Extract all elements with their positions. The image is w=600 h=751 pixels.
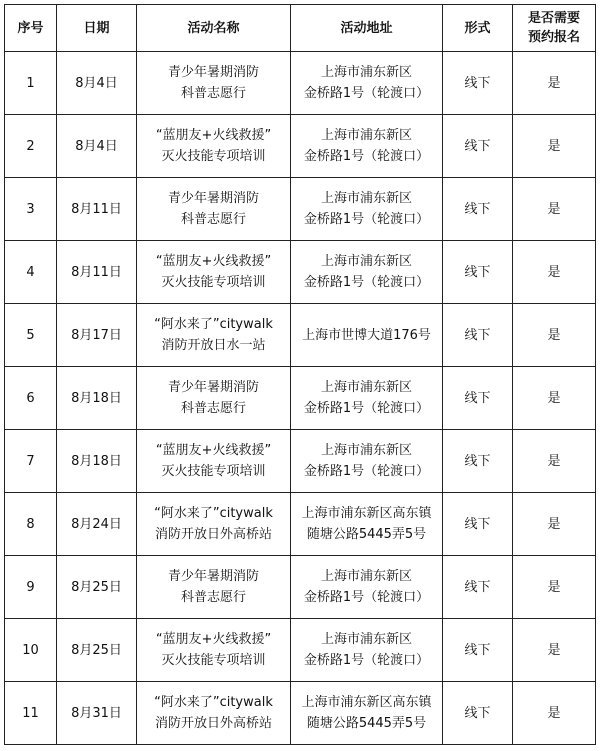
address-line: 金桥路1号（轮渡口）	[303, 86, 430, 101]
address-line: 上海市浦东新区高东镇	[301, 695, 432, 710]
activity-name-line: 科普志愿行	[180, 401, 246, 416]
cell-activity-name	[137, 304, 291, 367]
cell-date: 8月17日	[57, 304, 137, 367]
cell-activity-name	[137, 493, 291, 556]
cell-address	[291, 493, 443, 556]
cell-index: 9	[5, 556, 57, 619]
header-date: 日期	[57, 5, 137, 52]
address-line: 金桥路1号（轮渡口）	[303, 401, 430, 416]
cell-index: 5	[5, 304, 57, 367]
cell-index: 8	[5, 493, 57, 556]
table-row	[5, 304, 596, 367]
cell-index: 10	[5, 619, 57, 682]
activity-name-line: 灭火技能专项培训	[161, 149, 266, 164]
header-name: 活动名称	[137, 5, 291, 52]
cell-address	[291, 304, 443, 367]
address-line: 金桥路1号（轮渡口）	[303, 149, 430, 164]
cell-date: 8月11日	[57, 178, 137, 241]
cell-reserve: 是	[513, 241, 596, 304]
table-row	[5, 682, 596, 745]
address-line: 上海市世博大道176号	[302, 327, 431, 343]
cell-reserve: 是	[513, 556, 596, 619]
address-line: 金桥路1号（轮渡口）	[303, 590, 430, 605]
cell-reserve: 是	[513, 367, 596, 430]
cell-date: 8月31日	[57, 682, 137, 745]
cell-address	[291, 52, 443, 115]
cell-activity-name	[137, 430, 291, 493]
cell-index: 1	[5, 52, 57, 115]
header-row	[5, 5, 596, 52]
cell-index: 2	[5, 115, 57, 178]
cell-format: 线下	[443, 178, 513, 241]
cell-date: 8月4日	[57, 115, 137, 178]
table-header	[5, 5, 596, 52]
address-line: 金桥路1号（轮渡口）	[303, 653, 430, 668]
table-row	[5, 367, 596, 430]
cell-reserve: 是	[513, 682, 596, 745]
cell-format: 线下	[443, 52, 513, 115]
activity-name-line: 青少年暑期消防	[167, 65, 259, 80]
activity-name-line: 消防开放日外高桥站	[154, 527, 272, 542]
activity-name-line: “蓝朋友+火线救援”	[155, 128, 272, 143]
activity-name-line: 灭火技能专项培训	[161, 464, 266, 479]
cell-address	[291, 367, 443, 430]
cell-address	[291, 430, 443, 493]
table-row	[5, 493, 596, 556]
address-line: 上海市浦东新区	[320, 65, 412, 80]
cell-date: 8月11日	[57, 241, 137, 304]
header-address: 活动地址	[291, 5, 443, 52]
table-body	[5, 52, 596, 745]
cell-format: 线下	[443, 241, 513, 304]
address-line: 随塘公路5445弄5号	[306, 527, 427, 542]
cell-reserve: 是	[513, 430, 596, 493]
activity-name-line: 青少年暑期消防	[167, 569, 259, 584]
activity-name-line: “蓝朋友+火线救援”	[155, 254, 272, 269]
cell-format: 线下	[443, 115, 513, 178]
cell-format: 线下	[443, 304, 513, 367]
cell-address	[291, 241, 443, 304]
table-row	[5, 619, 596, 682]
activity-name-line: 灭火技能专项培训	[161, 275, 266, 290]
cell-reserve: 是	[513, 304, 596, 367]
address-line: 金桥路1号（轮渡口）	[303, 464, 430, 479]
activity-name-line: 青少年暑期消防	[167, 380, 259, 395]
activity-name-line: 青少年暑期消防	[167, 191, 259, 206]
cell-address	[291, 178, 443, 241]
header-reserve	[513, 5, 596, 52]
header-index: 序号	[5, 5, 57, 52]
address-line: 上海市浦东新区	[320, 569, 412, 584]
activity-name-line: 消防开放日水一站	[161, 338, 266, 353]
table-row	[5, 52, 596, 115]
activity-name-line: 科普志愿行	[180, 212, 246, 227]
cell-index: 7	[5, 430, 57, 493]
cell-format: 线下	[443, 367, 513, 430]
address-line: 上海市浦东新区	[320, 191, 412, 206]
cell-activity-name	[137, 52, 291, 115]
cell-activity-name	[137, 115, 291, 178]
cell-date: 8月4日	[57, 52, 137, 115]
address-line: 随塘公路5445弄5号	[306, 716, 427, 731]
cell-index: 6	[5, 367, 57, 430]
cell-reserve: 是	[513, 115, 596, 178]
activity-schedule-table-wrapper	[4, 4, 595, 745]
address-line: 上海市浦东新区	[320, 443, 412, 458]
address-line: 上海市浦东新区	[320, 254, 412, 269]
cell-activity-name	[137, 556, 291, 619]
cell-address	[291, 556, 443, 619]
cell-reserve: 是	[513, 52, 596, 115]
cell-format: 线下	[443, 682, 513, 745]
address-line: 上海市浦东新区高东镇	[301, 506, 432, 521]
activity-name-line: “蓝朋友+火线救援”	[155, 443, 272, 458]
cell-date: 8月18日	[57, 430, 137, 493]
cell-reserve: 是	[513, 178, 596, 241]
activity-name-line: 消防开放日外高桥站	[154, 716, 272, 731]
cell-index: 11	[5, 682, 57, 745]
cell-reserve: 是	[513, 619, 596, 682]
activity-name-line: “阿水来了”citywalk	[154, 695, 273, 710]
cell-date: 8月25日	[57, 556, 137, 619]
table-row	[5, 430, 596, 493]
table-row	[5, 241, 596, 304]
activity-name-line: 科普志愿行	[180, 590, 246, 605]
table-row	[5, 115, 596, 178]
activity-name-line: “阿水来了”citywalk	[154, 506, 273, 521]
cell-address	[291, 682, 443, 745]
cell-reserve: 是	[513, 493, 596, 556]
cell-date: 8月24日	[57, 493, 137, 556]
cell-activity-name	[137, 241, 291, 304]
activity-name-line: “阿水来了”citywalk	[154, 317, 273, 332]
cell-index: 3	[5, 178, 57, 241]
cell-activity-name	[137, 367, 291, 430]
activity-name-line: 灭火技能专项培训	[161, 653, 266, 668]
cell-date: 8月18日	[57, 367, 137, 430]
cell-activity-name	[137, 178, 291, 241]
header-reserve-line2: 预约报名	[527, 30, 580, 45]
cell-format: 线下	[443, 619, 513, 682]
cell-activity-name	[137, 619, 291, 682]
cell-address	[291, 115, 443, 178]
address-line: 金桥路1号（轮渡口）	[303, 275, 430, 290]
header-reserve-line1: 是否需要	[527, 11, 580, 26]
address-line: 上海市浦东新区	[320, 380, 412, 395]
cell-format: 线下	[443, 493, 513, 556]
address-line: 上海市浦东新区	[320, 128, 412, 143]
address-line: 金桥路1号（轮渡口）	[303, 212, 430, 227]
cell-format: 线下	[443, 556, 513, 619]
table-row	[5, 556, 596, 619]
cell-activity-name	[137, 682, 291, 745]
table-row	[5, 178, 596, 241]
cell-date: 8月25日	[57, 619, 137, 682]
cell-format: 线下	[443, 430, 513, 493]
activity-name-line: 科普志愿行	[180, 86, 246, 101]
activity-name-line: “蓝朋友+火线救援”	[155, 632, 272, 647]
cell-address	[291, 619, 443, 682]
cell-index: 4	[5, 241, 57, 304]
header-format: 形式	[443, 5, 513, 52]
address-line: 上海市浦东新区	[320, 632, 412, 647]
activity-schedule-table	[4, 4, 596, 745]
